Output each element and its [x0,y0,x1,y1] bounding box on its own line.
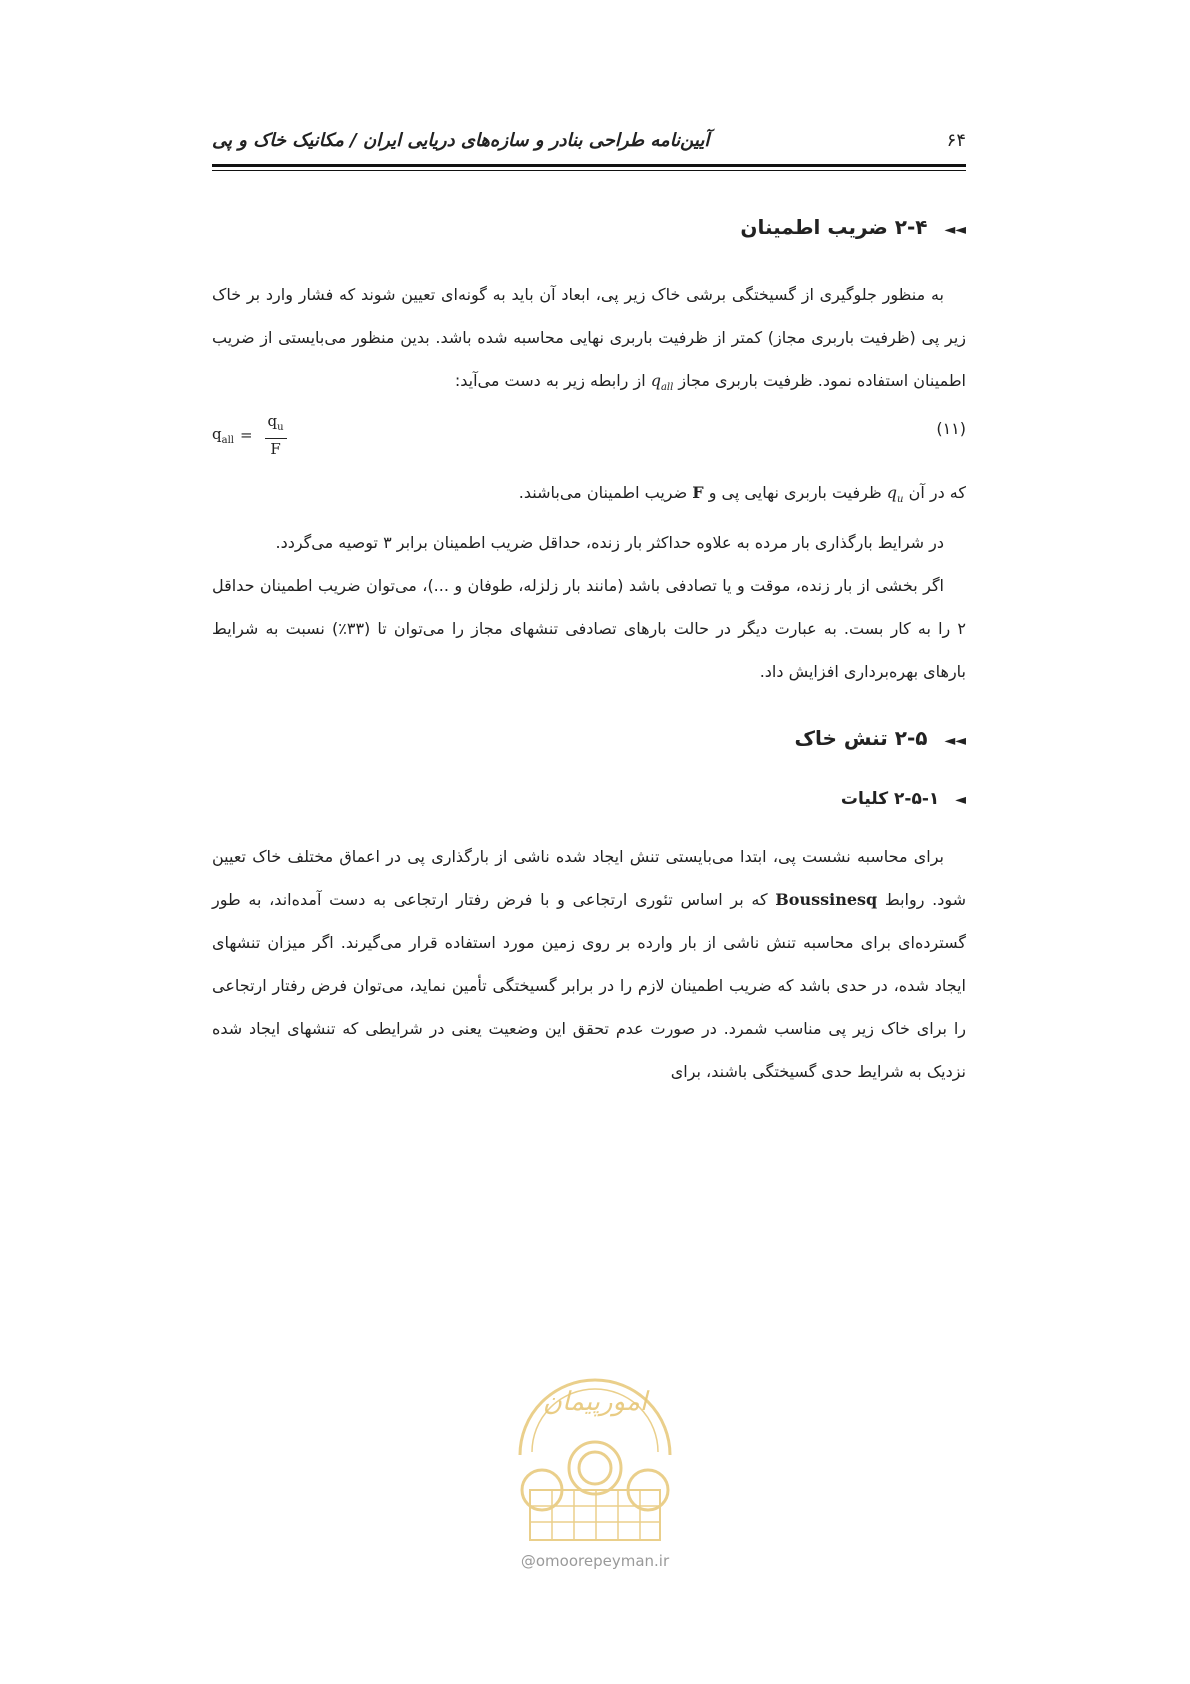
arrow-icon: ◄ [955,792,966,809]
equals-sign: = [239,426,253,445]
page-header [212,124,966,172]
paragraph: اگر بخشی از بار زنده، موقت و یا تصادفی باشد (مانند بار زلزله، طوفان و ...)، می‌توان ضریب اطمینان حداقل ۲ را به کار بست. به عبارت دیگر در حالت بارهای تصادفی تنشهای مجاز را می‌توان تا (۳۳٪) نسبت به شرایط بارهای بهره‌برداری افزایش داد. [212,576,966,682]
math-subscript: u [897,494,904,506]
equation-lhs [212,425,234,446]
math-subscript: all [221,434,234,446]
page-number: ۶۴ [946,130,966,151]
math-base: q [267,412,278,431]
header-rule-thick [212,164,966,167]
fraction [265,411,287,459]
section-number: ۲-۴ [894,215,928,239]
bold-term: Boussinesq [775,890,878,910]
text-run: که بر اساس تئوری ارتجاعی و با فرض رفتار ارتجاعی به دست آمده‌اند، به طور گسترده‌ای برای محاسبه تنش ناشی از بار وارده بر روی زمین مورد استفاده قرار می‌گیرند. اگر میزان تنشهای ایجاد شده، در حدی باشد که ضریب اطمینان لازم را در برابر گسیختگی تأمین نماید، می‌توان فرض رفتار ارتجاعی را برای خاک زیر پی مناسب شمرد. در صورت عدم تحقق این وضعیت یعنی در شرایطی که تنشهای ایجاد شده نزدیک به شرایط حدی گسیختگی باشند، برای [212,890,966,1082]
equation-body [212,411,287,459]
header-rule-thin [212,170,966,171]
running-title: آیین‌نامه طراحی بنادر و سازه‌های دریایی ایران / مکانیک خاک و پی [212,130,710,151]
subsection-title: کلیات [840,789,889,810]
equation-number: (۱۱) [936,419,966,439]
equation-11 [212,411,966,467]
text-run: از رابطه زیر به دست می‌آید: [454,371,651,390]
subsection-number: ۲-۵-۱ [894,789,940,810]
text-run: برای محاسبه نشست پی، ابتدا می‌بایستی تنش ایجاد شده ناشی از بارگذاری پی در اعماق مختلف خاک تعیین شود. روابط [212,847,967,910]
publisher-logo-watermark [490,1340,700,1550]
section-number: ۲-۵ [894,726,928,751]
double-arrow-icon: ◄◄ [944,222,966,238]
text-run: به منظور جلوگیری از گسیختگی برشی خاک زیر پی، ابعاد آن باید به گونه‌ای تعیین شوند که فشار وارد بر خاک زیر پی (ظرفیت باربری مجاز) کمتر از ظرفیت باربری نهایی محاسبه شده باشد. بدین منظور می‌بایستی از ضریب اطمینان استفاده نمود. ظرفیت باربری مجاز [212,285,966,390]
math-symbol [886,483,904,506]
section-heading-soil-stress [212,721,966,758]
math-base: q [886,483,898,503]
text-run: که در آن [903,483,966,503]
logo-lettering: امورپیمان [542,1387,648,1417]
subsection-heading-general [212,784,966,815]
paragraph: در شرایط بارگذاری بار مرده به علاوه حداکثر بار زنده، حداقل ضریب اطمینان برابر ۳ توصیه می‌گردد. [275,533,944,553]
double-arrow-icon: ◄◄ [944,733,966,750]
spacer [212,693,966,721]
page-content [212,210,966,1093]
math-symbol [650,371,674,394]
math-base: q [650,371,661,390]
bold-symbol: F [692,483,704,503]
section-heading-safety-factor [212,210,966,247]
text-run: ضریب اطمینان می‌باشند. [518,483,693,503]
text-run: ظرفیت باربری نهایی پی و [703,483,887,503]
section-title: تنش خاک [794,726,888,751]
math-base: q [212,424,222,443]
fraction-denominator: F [270,440,281,459]
math-subscript: u [277,422,284,434]
paragraph [212,273,966,409]
math-subscript: all [660,382,674,394]
paragraph [212,835,966,1093]
fraction-numerator [265,411,287,439]
watermark-url: @omoorepeyman.ir [520,1552,670,1570]
section-title: ضریب اطمینان [740,215,888,239]
paragraph [212,471,966,521]
